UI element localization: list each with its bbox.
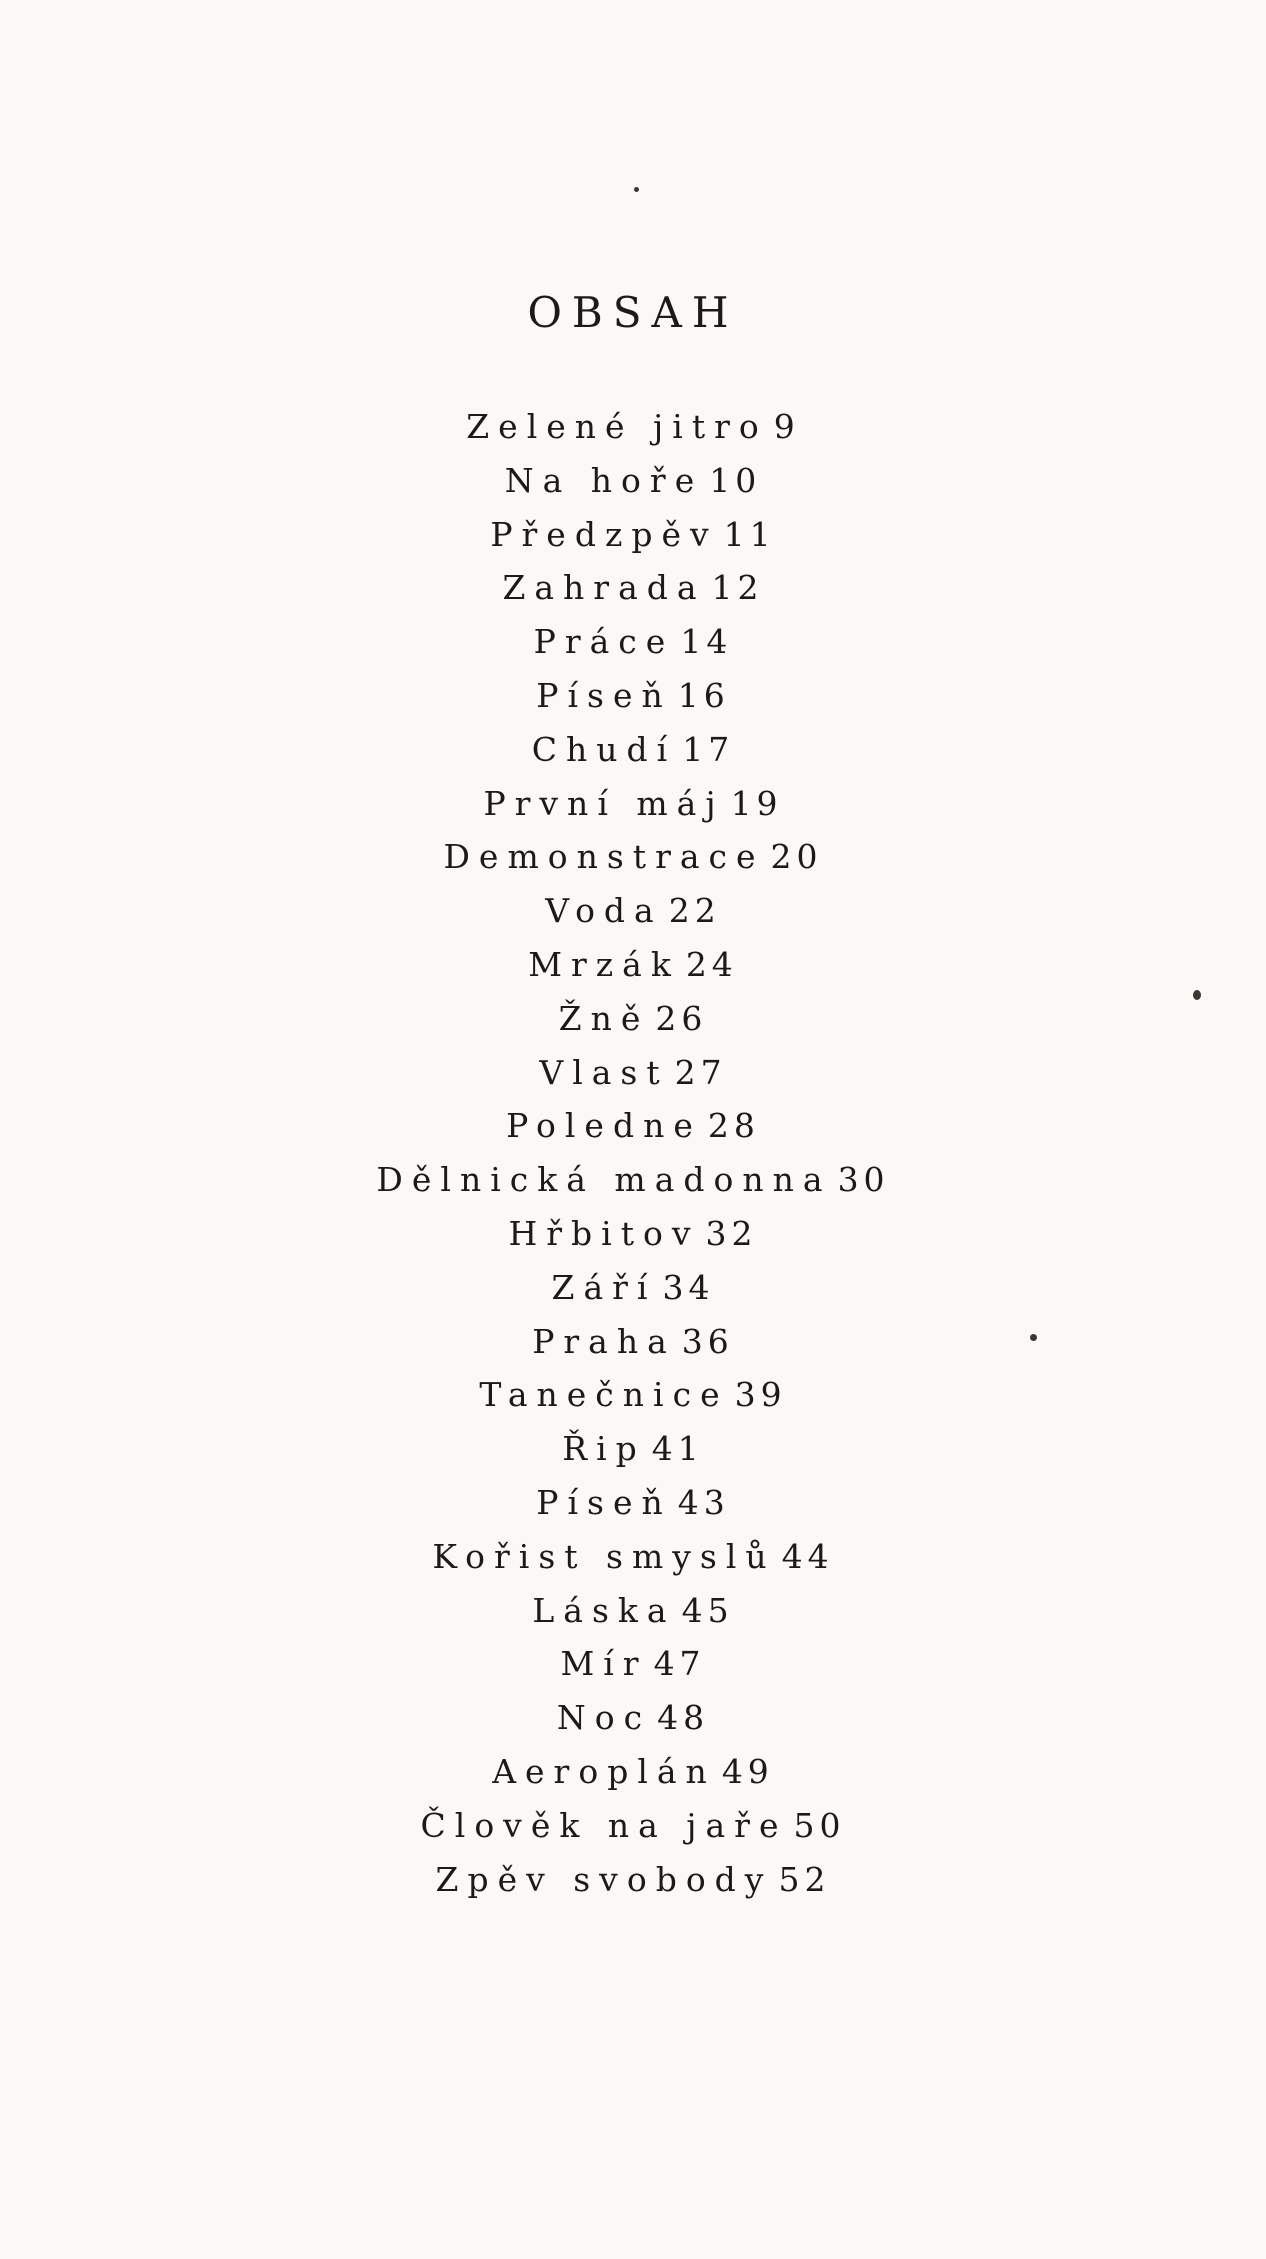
toc-entry[interactable] [0, 1368, 1266, 1422]
toc-entry-title: Píseň [536, 1482, 672, 1522]
toc-entry-title: Řip [562, 1429, 646, 1469]
toc-entry-page: 44 [781, 1536, 834, 1576]
toc-entry-page: 50 [793, 1805, 846, 1845]
toc-entry-page: 17 [682, 729, 735, 769]
toc-entry[interactable] [0, 669, 1266, 723]
toc-entry[interactable] [0, 777, 1266, 831]
toc-entry[interactable] [0, 1422, 1266, 1476]
toc-entry-page: 14 [680, 622, 733, 662]
toc-entry-page: 11 [723, 514, 776, 554]
toc-entry-page: 28 [707, 1106, 760, 1146]
toc-entry-title: Demonstrace [443, 837, 765, 877]
toc-entry-page: 47 [653, 1644, 706, 1684]
toc-entry-title: Mír [560, 1644, 648, 1684]
toc-entry-page: 30 [837, 1160, 890, 1200]
toc-entry-title: Voda [545, 891, 663, 931]
toc-entry[interactable] [0, 1315, 1266, 1369]
toc-entry-title: Na hoře [504, 460, 704, 500]
toc-entry-title: Dělnická madonna [376, 1160, 832, 1200]
toc-entry-title: Žně [558, 998, 650, 1038]
toc-entry-page: 12 [711, 568, 764, 608]
toc-entry[interactable] [0, 1261, 1266, 1315]
toc-entry-page: 20 [770, 837, 823, 877]
toc-entry[interactable] [0, 1476, 1266, 1530]
toc-entry[interactable] [0, 1799, 1266, 1853]
toc-entry-title: Poledne [506, 1106, 702, 1146]
table-of-contents [0, 400, 1266, 1906]
toc-entry-title: Zpěv svobody [435, 1859, 773, 1899]
toc-entry[interactable] [0, 1530, 1266, 1584]
toc-entry-title: Člověk na jaře [420, 1805, 788, 1845]
toc-entry-page: 10 [709, 460, 762, 500]
toc-entry-page: 27 [674, 1052, 727, 1092]
toc-entry[interactable] [0, 400, 1266, 454]
toc-entry[interactable] [0, 615, 1266, 669]
print-speck [634, 187, 639, 192]
toc-entry-title: Láska [532, 1590, 676, 1630]
toc-entry[interactable] [0, 992, 1266, 1046]
toc-entry[interactable] [0, 508, 1266, 562]
toc-entry-page: 22 [668, 891, 721, 931]
page-title: OBSAH [527, 288, 739, 337]
toc-entry-page: 16 [677, 675, 730, 715]
toc-entry-title: Hřbitov [508, 1213, 700, 1253]
toc-entry[interactable] [0, 830, 1266, 884]
toc-entry-page: 26 [655, 998, 708, 1038]
toc-entry-page: 36 [681, 1321, 734, 1361]
toc-entry-page: 43 [677, 1482, 730, 1522]
toc-entry[interactable] [0, 1153, 1266, 1207]
toc-entry-title: Předzpěv [490, 514, 718, 554]
toc-entry-title: První máj [483, 783, 725, 823]
toc-entry[interactable] [0, 1099, 1266, 1153]
toc-entry[interactable] [0, 561, 1266, 615]
toc-entry[interactable] [0, 884, 1266, 938]
toc-entry-title: Mrzák [528, 944, 680, 984]
toc-entry[interactable] [0, 1745, 1266, 1799]
toc-entry-title: Zahrada [502, 568, 706, 608]
toc-entry-title: Září [551, 1267, 657, 1307]
toc-entry-page: 48 [657, 1698, 710, 1738]
toc-entry[interactable] [0, 1691, 1266, 1745]
toc-entry[interactable] [0, 1584, 1266, 1638]
toc-entry-title: Chudí [531, 729, 677, 769]
toc-entry-page: 45 [681, 1590, 734, 1630]
toc-entry-title: Tanečnice [479, 1375, 729, 1415]
toc-entry-title: Aeroplán [492, 1751, 716, 1791]
toc-entry-page: 52 [778, 1859, 831, 1899]
toc-entry-page: 19 [730, 783, 783, 823]
toc-entry[interactable] [0, 1853, 1266, 1907]
toc-entry-page: 39 [734, 1375, 787, 1415]
toc-entry-title: Píseň [536, 675, 672, 715]
toc-entry-page: 24 [685, 944, 738, 984]
toc-entry[interactable] [0, 723, 1266, 777]
toc-entry[interactable] [0, 938, 1266, 992]
toc-entry[interactable] [0, 1046, 1266, 1100]
toc-entry[interactable] [0, 1207, 1266, 1261]
toc-entry-page: 9 [773, 407, 800, 446]
toc-entry-title: Kořist smyslů [432, 1536, 776, 1576]
toc-entry-page: 34 [662, 1267, 715, 1307]
toc-entry-page: 41 [651, 1429, 704, 1469]
toc-entry[interactable] [0, 1637, 1266, 1691]
toc-entry[interactable] [0, 454, 1266, 508]
toc-entry-title: Práce [533, 622, 675, 662]
toc-entry-page: 32 [705, 1213, 758, 1253]
toc-entry-title: Praha [532, 1321, 676, 1361]
toc-entry-title: Noc [556, 1698, 652, 1738]
toc-entry-page: 49 [721, 1751, 774, 1791]
toc-entry-title: Zelené jitro [466, 407, 768, 446]
toc-entry-title: Vlast [539, 1052, 669, 1092]
